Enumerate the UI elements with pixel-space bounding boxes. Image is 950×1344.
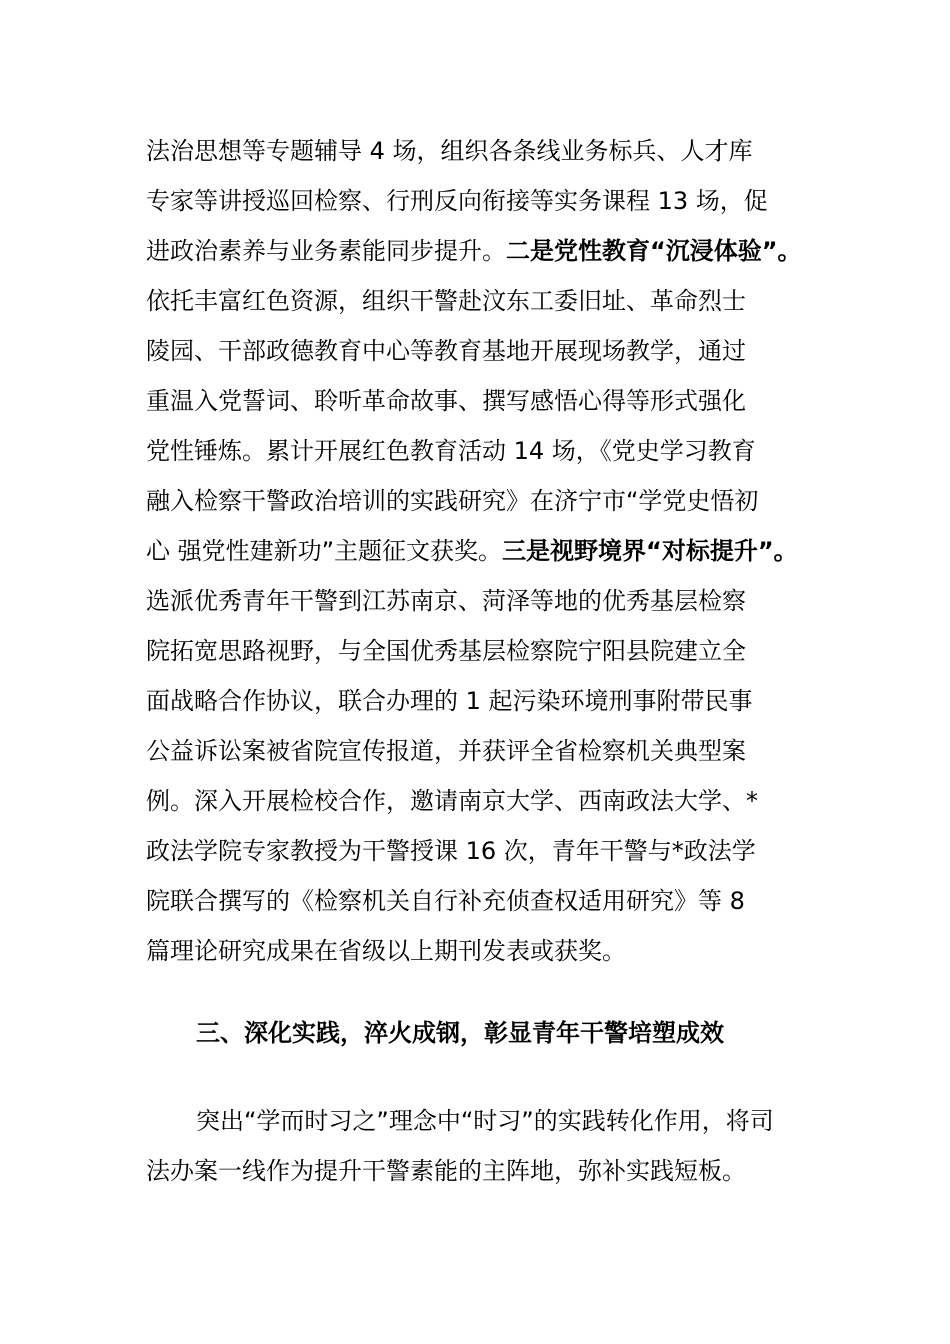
text-line: 例。深入开展检校合作，邀请南京大学、西南政法大学、* bbox=[146, 787, 758, 815]
text-segment: 进政治素养与业务素能同步提升。 bbox=[146, 237, 506, 265]
text-line: 选派优秀青年干警到江苏南京、菏泽等地的优秀基层检察 bbox=[146, 587, 746, 615]
text-line: 融入检察干警政治培训的实践研究》在济宁市“学党史悟初 bbox=[146, 487, 759, 515]
text-line: 政法学院专家教授为干警授课 16 次，青年干警与*政法学 bbox=[146, 837, 756, 865]
text-line: 公益诉讼案被省院宣传报道，并获评全省检察机关典型案 bbox=[146, 737, 746, 765]
text-line: 院拓宽思路视野，与全国优秀基层检察院宁阳县院建立全 bbox=[146, 637, 746, 665]
bold-subheading: 二是党性教育“沉浸体验”。 bbox=[506, 237, 802, 265]
text-line bbox=[146, 536, 798, 566]
text-line: 院联合撰写的《检察机关自行补充侦查权适用研究》等 8 bbox=[146, 887, 745, 915]
text-line: 突出“学而时习之”理念中“时习”的实践转化作用，将司 bbox=[196, 1107, 774, 1135]
section-heading: 三、深化实践，淬火成钢，彰显青年干警培塑成效 bbox=[196, 1019, 724, 1047]
text-line bbox=[146, 236, 802, 266]
text-line: 重温入党誓词、聆听革命故事、撰写感悟心得等形式强化 bbox=[146, 387, 746, 415]
text-line: 陵园、干部政德教育中心等教育基地开展现场教学，通过 bbox=[146, 337, 746, 365]
bold-subheading: 三是视野境界“对标提升”。 bbox=[502, 537, 798, 565]
text-line: 党性锤炼。累计开展红色教育活动 14 场，《党史学习教育 bbox=[146, 437, 756, 465]
text-line: 篇理论研究成果在省级以上期刊发表或获奖。 bbox=[146, 937, 626, 965]
text-line: 法办案一线作为提升干警素能的主阵地，弥补实践短板。 bbox=[146, 1157, 746, 1185]
text-line: 面战略合作协议，联合办理的 1 起污染环境刑事附带民事 bbox=[146, 687, 753, 715]
text-line: 专家等讲授巡回检察、行刑反向衔接等实务课程 13 场，促 bbox=[146, 187, 768, 215]
text-segment: 心 强党性建新功”主题征文获奖。 bbox=[146, 537, 503, 565]
text-line: 依托丰富红色资源，组织干警赴汶东工委旧址、革命烈士 bbox=[146, 287, 746, 315]
text-line: 法治思想等专题辅导 4 场，组织各条线业务标兵、人才库 bbox=[146, 137, 753, 165]
